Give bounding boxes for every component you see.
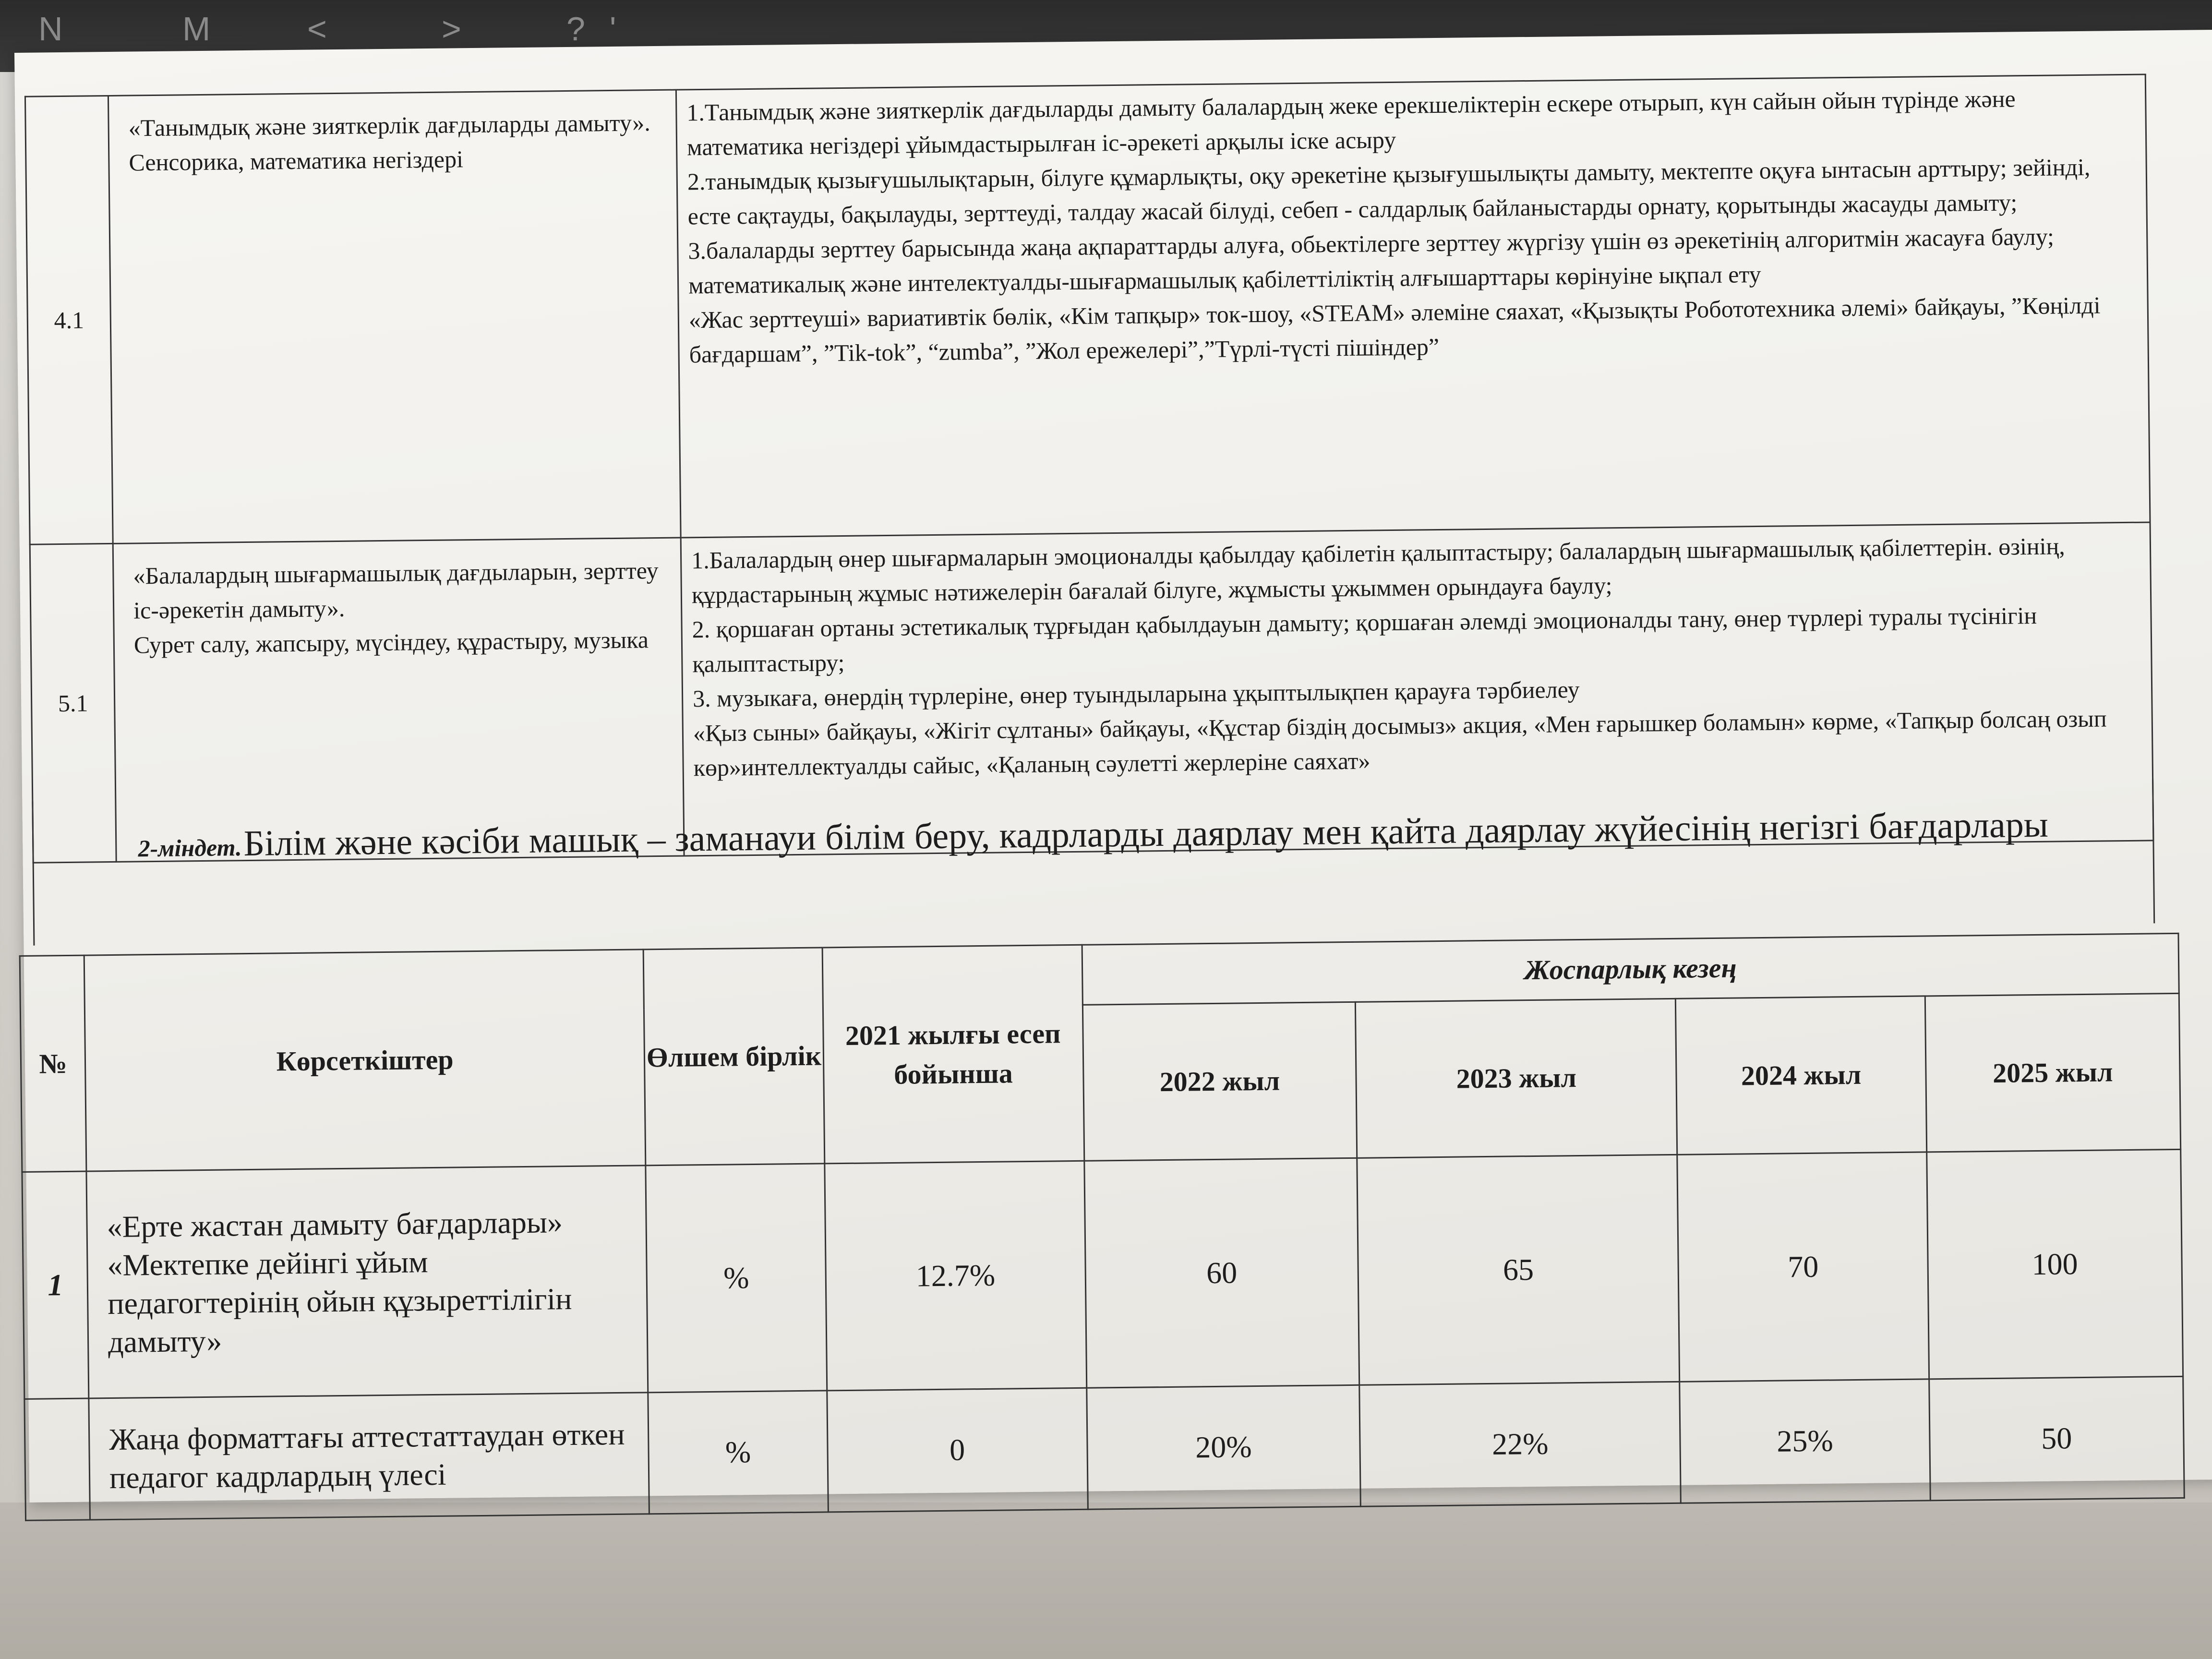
report-2021-cell: 12.7%: [825, 1161, 1087, 1391]
task-heading: [32, 779, 2155, 945]
description-line: «Қыз сыны» байқауы, «Жігіт сұлтаны» байқауы, «Құстар біздің досымыз» акция, «Мен ғарышкер боламын» көрме, «Тапқыр болсаң озып көр»интеллектуалды сайыс, «Қаланың сәулетті жерлеріне саяхат»: [693, 705, 2107, 781]
description-line: 2. қоршаған ортаны эстетикалық тұрғыдан қабылдауын дамыту; қоршаған әлемді эмоционалды тану, өнер түрлері туралы түсінігін қалыптастыру;: [692, 601, 2037, 678]
header-year: 2024 жыл: [1676, 996, 1927, 1154]
row-number: 4.1: [25, 96, 113, 544]
value-2024: 25%: [1680, 1379, 1930, 1503]
unit-cell: %: [646, 1164, 827, 1393]
area-title: «Балалардың шығармашылық дағдыларын, зерттеу іс-әрекетін дамыту».: [133, 557, 659, 624]
indicator-text: «Ерте жастан дамыту бағдарлары» «Мектепке дейінгі ұйым педагогтерінің ойын құзыреттілігін дамыту»: [86, 1166, 648, 1398]
indicators-table: [19, 933, 2185, 1521]
task-label: 2-міндет.: [138, 834, 242, 862]
header-year: 2023 жыл: [1356, 998, 1678, 1158]
header-indicators: Көрсеткіштер: [84, 950, 646, 1171]
area-subtitle: Сурет салу, жапсыру, мүсіндеу, құрастыру, музыка: [133, 626, 649, 659]
value-2025: 100: [1926, 1149, 2183, 1379]
task-text: Білім және кәсіби машық – заманауи білім беру, кадрларды даярлау мен қайта даярлау жүйесінің негізгі бағдарлары: [243, 804, 2049, 864]
key-glyph: N: [38, 10, 63, 48]
header-year: 2025 жыл: [1925, 993, 2181, 1152]
tasks-description: [676, 74, 2150, 538]
value-2022: 60: [1084, 1158, 1359, 1388]
header-planning-period: Жоспарлық кезең: [1082, 933, 2179, 1005]
description-line: «Жас зерттеуші» вариативтік бөлік, «Кім тапқыр» ток-шоу, «STEAM» әлеміне сяахат, «Қызықты Робототехника әлемі» байқауы, ”Көңілді бағдаршам”, ”Tik-tok”, “zumba”, ”Жол ережелері”,”Түрлі-түсті пішіндер”: [688, 291, 2101, 368]
description-line: 3.балаларды зерттеу барысында жаңа ақпараттарды алуға, обьектілерге зерттеу жүргізу үшін өз әрекетінің алгоритмін жасауға баулу; математикалық және интелектуалды-шығармашылық қабілеттіліктің алғышарттары көрінуіне ықпал ету: [688, 223, 2055, 299]
description-line: 1.Танымдық және зияткерлік дағдыларды дамыту балалардың жеке ерекшеліктерін ескере отырып, күн сайын ойын түрінде және математика негіздері ұйымдастырылған іс-әрекеті арқылы іске асыру: [686, 85, 2016, 161]
value-2022: 20%: [1086, 1385, 1360, 1509]
area-title: «Танымдық және зияткерлік дағдыларды дамыту».: [128, 109, 650, 142]
row-no: 1: [22, 1171, 89, 1399]
key-glyph: ': [610, 10, 616, 48]
area-subtitle: Сенсорика, математика негіздері: [129, 145, 464, 176]
row-no: [24, 1398, 90, 1520]
desk-surface: [0, 1503, 2212, 1659]
unit-cell: %: [648, 1391, 828, 1514]
document-page: [14, 30, 2212, 1503]
header-year: 2022 жыл: [1082, 1002, 1357, 1161]
key-glyph: ?: [566, 10, 585, 48]
key-glyph: M: [182, 10, 211, 48]
header-no: №: [20, 955, 86, 1172]
header-unit: Өлшем бірлік: [643, 948, 824, 1166]
report-2021-cell: 0: [827, 1388, 1087, 1512]
key-glyph: >: [442, 10, 461, 48]
description-line: 3. музыкаға, өнердің түрлеріне, өнер туындыларына ұқыптылықпен қарауға тәрбиелеу: [692, 675, 1580, 712]
value-2023: 65: [1357, 1154, 1680, 1385]
key-glyph: <: [307, 10, 327, 48]
value-2023: 22%: [1359, 1382, 1681, 1506]
description-line: 2.танымдық қызығушылықтарын, білуге құмарлықты, оқу әрекетіне қызығушылықты дамыту, мектепте оқуға ынтасын арттыру; зейінді, есте сақтауды, бақылауды, зерттеуді, талдау жасай білуді, себеп - салдарлық байланыстарды орнату, қорытынды жасауды дамыту;: [687, 153, 2091, 230]
value-2024: 70: [1677, 1152, 1929, 1382]
header-report-2021: 2021 жылғы есеп бойынша: [822, 945, 1084, 1164]
indicator-text: Жаңа форматтағы аттестаттаудан өткен педагог кадрлардың үлесі: [89, 1393, 649, 1520]
table-row: [22, 1149, 2183, 1399]
value-2025: 50: [1929, 1376, 2184, 1501]
activities-table: [24, 74, 2154, 864]
table-row: [25, 74, 2150, 544]
row-number: 5.1: [30, 543, 116, 863]
education-area: [108, 90, 681, 543]
table-row: [24, 1376, 2184, 1520]
description-line: 1.Балалардың өнер шығармаларын эмоционалды қабылдау қабілетін қалыптастыру; балалардың шығармашылық қабілеттерін. өзінің, құрдастарының жұмыс нәтижелерін бағалай білуге, жұмысты ұжыммен орындауға баулу;: [691, 532, 2066, 609]
